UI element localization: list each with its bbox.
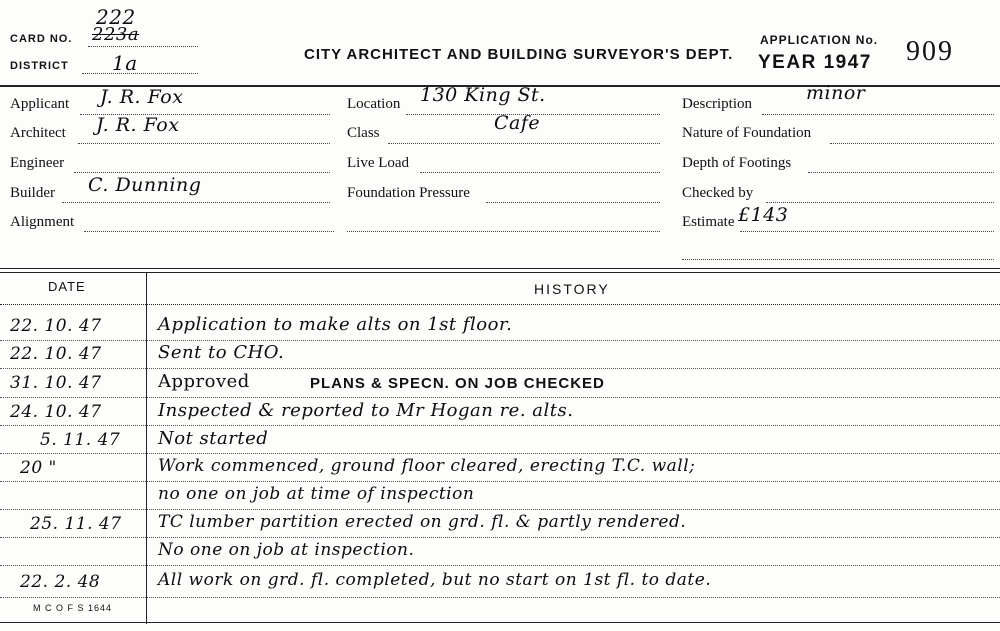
- history-date: 22. 2. 48: [20, 572, 101, 592]
- location-label: Location: [347, 96, 401, 112]
- estimate-line: [740, 231, 994, 232]
- card-bottom-rule: [0, 622, 1000, 623]
- history-row-line: [0, 597, 1000, 598]
- history-entry: no one on job at time of inspection: [158, 484, 475, 504]
- department-title: CITY ARCHITECT AND BUILDING SURVEYOR'S DEPT.: [304, 46, 734, 63]
- checked-line: [766, 202, 994, 203]
- history-entry: Sent to CHO.: [158, 342, 285, 363]
- nature-of-foundation-label: Nature of Foundation: [682, 125, 812, 141]
- architect-line: [78, 143, 330, 144]
- class-label: Class: [347, 125, 380, 141]
- history-date: 22. 10. 47: [10, 316, 102, 336]
- history-row-line: [0, 425, 1000, 426]
- description-label: Description: [682, 96, 752, 112]
- date-history-divider: [146, 272, 147, 624]
- builder-line: [62, 202, 330, 203]
- history-column-header: HISTORY: [534, 281, 610, 297]
- description-line: [762, 114, 994, 115]
- history-header-rule: [0, 304, 1000, 305]
- builder-label: Builder: [10, 185, 55, 201]
- architect-value: J. R. Fox: [96, 114, 180, 136]
- live-load-line: [420, 172, 660, 173]
- history-row-line: [0, 537, 1000, 538]
- class-line: [388, 143, 660, 144]
- history-date: 31. 10. 47: [10, 373, 102, 393]
- date-column-header: DATE: [48, 279, 86, 294]
- estimate-value: £143: [738, 204, 789, 226]
- history-row-line: [0, 397, 1000, 398]
- estimate-label: Estimate: [682, 214, 735, 230]
- history-date: 20 ": [20, 458, 57, 478]
- description-value: minor: [806, 82, 866, 104]
- checked-by-label: Checked by: [682, 185, 754, 201]
- foundation-pressure-label: Foundation Pressure: [347, 185, 470, 201]
- alignment-line: [84, 231, 334, 232]
- nature-line: [830, 143, 994, 144]
- engineer-line: [74, 172, 330, 173]
- location-value: 130 King St.: [420, 84, 546, 106]
- history-entry: Approved: [158, 371, 250, 392]
- plans-checked-stamp: PLANS & SPECN. ON JOB CHECKED: [310, 375, 605, 392]
- architect-label: Architect: [10, 125, 66, 141]
- history-row-line: [0, 453, 1000, 454]
- applicant-value: J. R. Fox: [100, 86, 184, 108]
- applicant-label: Applicant: [10, 96, 70, 112]
- history-date: 25. 11. 47: [30, 514, 122, 534]
- builder-value: C. Dunning: [88, 174, 202, 196]
- card-no-line: [88, 46, 198, 47]
- history-row-line: [0, 368, 1000, 369]
- history-row-line: [0, 509, 1000, 510]
- district-line: [82, 73, 198, 74]
- depth-line: [808, 172, 994, 173]
- history-top-rule-1: [0, 268, 1000, 269]
- history-date: 22. 10. 47: [10, 344, 102, 364]
- year-label: YEAR 1947: [758, 52, 872, 73]
- history-row-line: [0, 340, 1000, 341]
- card-no-label: CARD NO.: [10, 33, 73, 45]
- district-label: DISTRICT: [10, 60, 69, 72]
- history-entry: Not started: [158, 428, 269, 449]
- foundation-pressure-line: [486, 202, 660, 203]
- form-code: M C O F S 1644: [33, 603, 113, 613]
- history-entry: Work commenced, ground floor cleared, erecting T.C. wall;: [158, 456, 696, 476]
- history-row-line: [0, 565, 1000, 566]
- district-value: 1a: [112, 51, 138, 75]
- history-date: 5. 11. 47: [40, 430, 121, 450]
- column3-blank-line: [682, 259, 994, 260]
- engineer-label: Engineer: [10, 155, 65, 171]
- alignment-label: Alignment: [10, 214, 75, 230]
- live-load-label: Live Load: [347, 155, 410, 171]
- history-entry: No one on job at inspection.: [158, 540, 415, 560]
- card-no-value: 222: [96, 5, 136, 29]
- history-top-rule-2: [0, 272, 1000, 273]
- history-entry: Application to make alts on 1st floor.: [158, 314, 513, 335]
- history-entry: All work on grd. fl. completed, but no start on 1st fl. to date.: [158, 570, 712, 590]
- history-entry: TC lumber partition erected on grd. fl. & partly rendered.: [158, 512, 687, 532]
- history-entry: Inspected & reported to Mr Hogan re. alts.: [158, 400, 574, 421]
- card-no-struck: 223a: [92, 24, 140, 45]
- class-value: Cafe: [494, 112, 541, 134]
- history-date: 24. 10. 47: [10, 402, 102, 422]
- application-number: 909: [906, 36, 954, 67]
- column2-blank-line: [347, 231, 660, 232]
- application-label: APPLICATION No.: [760, 33, 879, 47]
- depth-of-footings-label: Depth of Footings: [682, 155, 792, 171]
- history-row-line: [0, 481, 1000, 482]
